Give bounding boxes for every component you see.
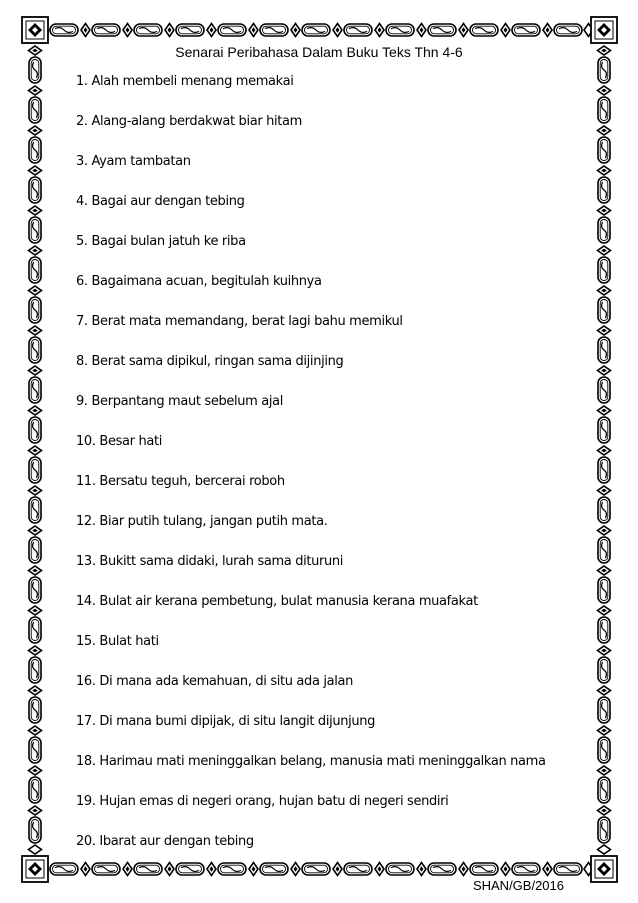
list-item: 19. Hujan emas di negeri orang, hujan batu di negeri sendiri [76, 794, 449, 809]
list-item: 5. Bagai bulan jatuh ke riba [76, 234, 246, 249]
page-title: Senarai Peribahasa Dalam Buku Teks Thn 4-6 [175, 44, 463, 60]
border-left [29, 46, 42, 854]
list-item: 15. Bulat hati [76, 634, 159, 649]
list-item: 16. Di mana ada kemahuan, di situ ada jalan [76, 674, 353, 689]
list-item: 1. Alah membeli menang memakai [76, 74, 294, 89]
list-item: 6. Bagaimana acuan, begitulah kuihnya [76, 274, 322, 289]
list-item: 14. Bulat air kerana pembetung, bulat manusia kerana muafakat [76, 594, 478, 609]
list-item: 9. Berpantang maut sebelum ajal [76, 394, 284, 409]
list-item: 17. Di mana bumi dipijak, di situ langit dijunjung [76, 714, 376, 729]
list-item: 20. Ibarat aur dengan tebing [76, 834, 254, 849]
list-item: 11. Bersatu teguh, bercerai roboh [76, 474, 285, 489]
list-item: 7. Berat mata memandang, berat lagi bahu memikul [76, 314, 403, 329]
list-item: 10. Besar hati [76, 434, 162, 449]
list-item: 3. Ayam tambatan [76, 154, 191, 169]
list-item: 12. Biar putih tulang, jangan putih mata. [76, 514, 328, 529]
peribahasa-list [76, 72, 546, 872]
list-item: 2. Alang-alang berdakwat biar hitam [76, 114, 302, 129]
footer-code: SHAN/GB/2016 [472, 878, 564, 893]
list-item: 13. Bukitt sama didaki, lurah sama dituruni [76, 554, 344, 569]
border-top [39, 24, 593, 37]
list-item: 18. Harimau mati meninggalkan belang, manusia mati meninggalkan nama [76, 754, 546, 769]
list-item: 8. Berat sama dipikul, ringan sama dijinjing [76, 354, 344, 369]
border-right [598, 46, 611, 854]
list-item: 4. Bagai aur dengan tebing [76, 194, 245, 209]
